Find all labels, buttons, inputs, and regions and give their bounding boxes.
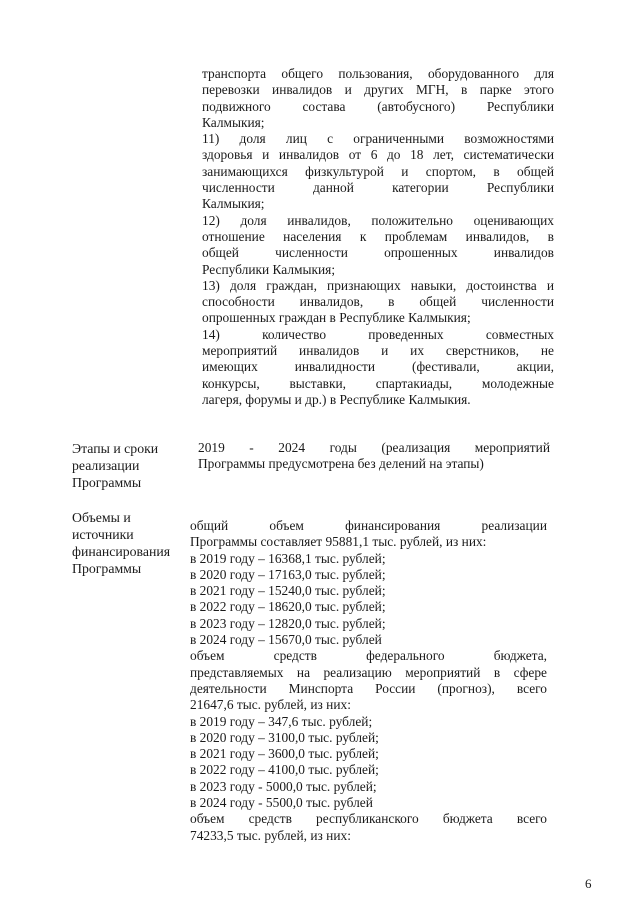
text-line: мероприятий инвалидов и их сверстников, не (202, 343, 554, 359)
targets-continuation (202, 66, 554, 408)
text-line: в 2021 году – 15240,0 тыс. рублей; (190, 583, 386, 599)
text-line: общий объем финансирования реализации (190, 518, 547, 533)
text-line: Программы составляет 95881,1 тыс. рублей, из них: (190, 534, 487, 550)
text-line: в 2020 году – 17163,0 тыс. рублей; (190, 566, 386, 582)
text-line: объем средств республиканского бюджета всего (190, 811, 547, 827)
label-line: Объемы и (72, 510, 131, 525)
text-line: здоровья и инвалидов от 6 до 18 лет, систематически (202, 147, 554, 163)
text-line: Республики Калмыкия; (202, 261, 336, 277)
text-line: деятельности Минспорта России (прогноз), всего (190, 680, 547, 696)
text-line: занимающихся физкультурой и спортом, в общей (202, 163, 554, 179)
text-line: 11) доля лиц с ограниченными возможностями (202, 131, 554, 147)
text-line: 12) доля инвалидов, положительно оценивающих (202, 212, 554, 228)
text-line: в 2023 году - 5000,0 тыс. рублей; (190, 778, 377, 794)
text-line: 14) количество проведенных совместных (202, 326, 554, 342)
text-line: 2019 - 2024 годы (реализация мероприятий (198, 440, 550, 455)
text-line: Калмыкия; (202, 114, 265, 130)
text-line: подвижного состава (автобусного) Республики (202, 98, 554, 114)
label-line: Этапы и сроки (72, 441, 159, 456)
label-line: источники (72, 527, 134, 542)
text-line: общей численности опрошенных инвалидов (202, 245, 554, 261)
text-line: в 2022 году – 4100,0 тыс. рублей; (190, 762, 379, 778)
funding-label (72, 509, 190, 577)
text-line: в 2020 году – 3100,0 тыс. рублей; (190, 729, 379, 745)
text-line: в 2023 году – 12820,0 тыс. рублей; (190, 615, 386, 631)
text-line: объем средств федерального бюджета, (190, 648, 547, 664)
text-line: имеющих инвалидности (фестивали, акции, (202, 359, 554, 375)
text-line: Калмыкия; (202, 196, 265, 212)
text-line: в 2019 году – 347,6 тыс. рублей; (190, 713, 373, 729)
text-line: в 2021 году – 3600,0 тыс. рублей; (190, 746, 379, 762)
text-line: в 2024 году – 15670,0 тыс. рублей (190, 632, 382, 648)
label-line: Программы (72, 475, 142, 490)
page-number: 6 (585, 876, 592, 891)
text-line: представляемых на реализацию мероприятий в сфере (190, 664, 547, 680)
text-line: 74233,5 тыс. рублей, из них: (190, 827, 351, 843)
text-line: численности данной категории Республики (202, 180, 554, 196)
label-line: реализации (72, 458, 140, 473)
text-line: отношение населения к проблемам инвалидов, в (202, 228, 554, 244)
stages-text (198, 440, 550, 473)
text-line: способности инвалидов, в общей численности (202, 294, 554, 310)
text-line: Программы предусмотрена без делений на этапы) (198, 456, 484, 472)
text-line: лагеря, форумы и др.) в Республике Калмыкия. (202, 391, 471, 407)
label-line: Программы (72, 561, 142, 576)
text-line: в 2019 году – 16368,1 тыс. рублей; (190, 550, 386, 566)
text-line: конкурсы, выставки, спартакиады, молодежные (202, 375, 554, 391)
funding-text (190, 518, 547, 844)
text-line: в 2024 году - 5500,0 тыс. рублей (190, 795, 373, 811)
text-line: опрошенных граждан в Республике Калмыкия; (202, 310, 471, 326)
text-line: 13) доля граждан, признающих навыки, достоинства и (202, 277, 554, 293)
text-line: перевозки инвалидов и других МГН, в парке этого (202, 82, 554, 98)
text-line: в 2022 году – 18620,0 тыс. рублей; (190, 599, 386, 615)
text-line: транспорта общего пользования, оборудованного для (202, 66, 554, 81)
stages-label (72, 440, 190, 491)
text-line: 21647,6 тыс. рублей, из них: (190, 697, 351, 713)
label-line: финансирования (72, 544, 171, 559)
